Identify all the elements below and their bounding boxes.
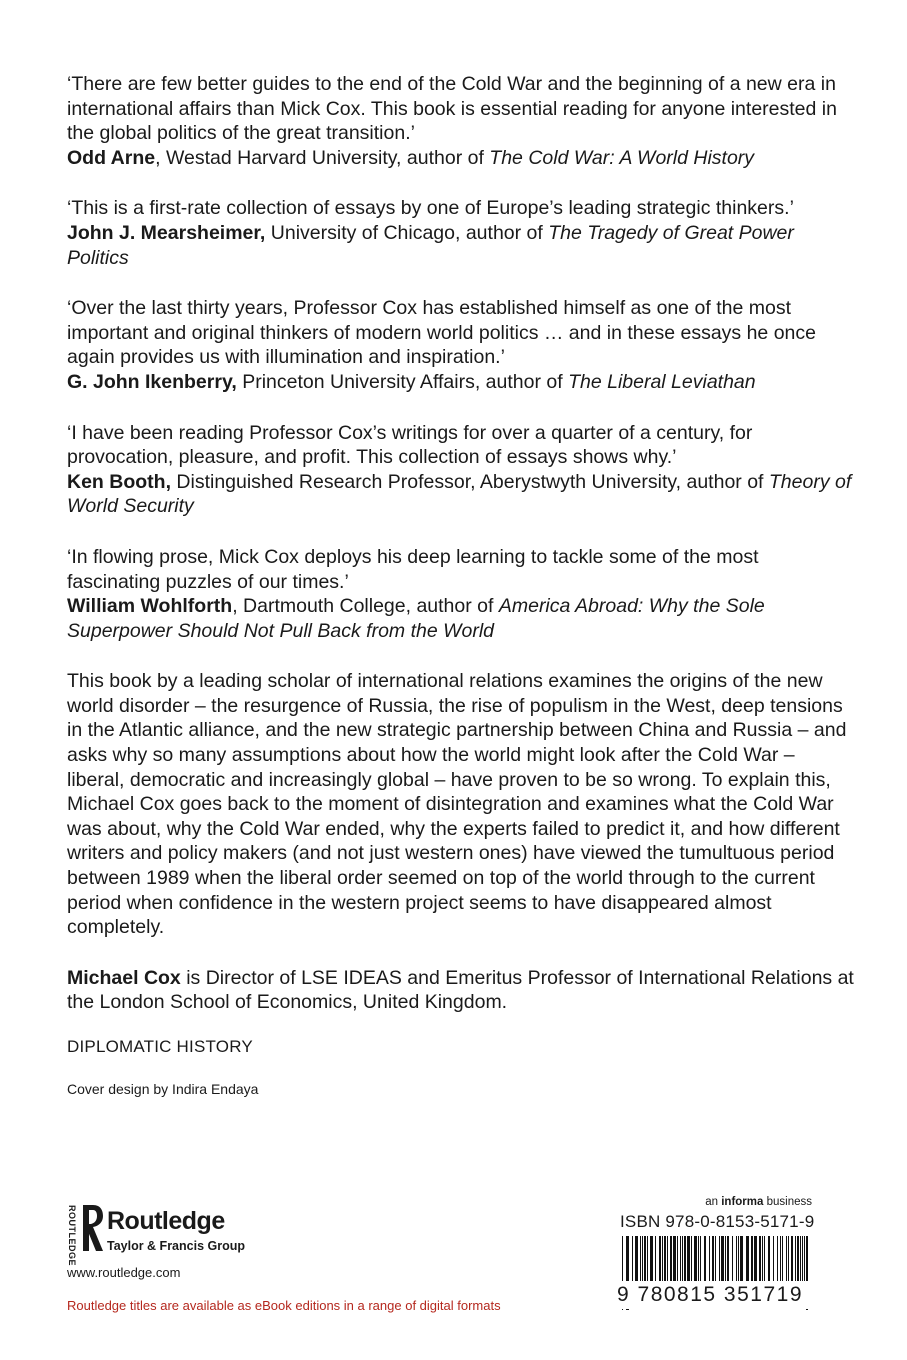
endorser-name: Ken Booth, [67,470,171,493]
endorser-work: America Abroad: Why the Sole Superpower Should Not Pull Back from the World [67,595,765,642]
endorsement-quote: ‘In flowing prose, Mick Cox deploys his deep learning to tackle some of the most fascinating puzzles of our times.’ [67,545,759,593]
endorser-name: John J. Mearsheimer, [67,221,266,244]
endorsement-1 [67,72,857,170]
endorsement-attribution [67,146,857,171]
publisher-group: Taylor & Francis Group [107,1239,245,1253]
endorser-work: The Tragedy of Great Power Politics [67,221,794,269]
routledge-r-icon [81,1203,105,1253]
endorsement-attribution [67,594,857,643]
book-description: This book by a leading scholar of international relations examines the origins of the new world disorder – the resurgence of Russia, the rise of populism in the West, deep tensions in the Atlantic alliance, and the new strategic partnership between China and Russia – and asks why so many assumptions about how the world might look after the Cold War – liberal, democratic and increasingly global – have proven to be so wrong. To explain this, Michael Cox goes back to the moment of disintegration and examines what the Cold War was about, why the Cold War ended, why the experts failed to predict it, and how different writers and policy makers (and not just western ones) have viewed the tumultuous period between 1989 when the liberal order seemed on top of the world through to the current period when confidence in the western project seems to have disappeared almost completely. [67,670,847,939]
endorsement-5 [67,545,857,643]
endorser-affiliation: , Westad Harvard University, author of [155,146,490,169]
routledge-logo [67,1203,327,1267]
ebook-note: Routledge titles are available as eBook editions in a range of digital formats [67,1298,501,1313]
endorser-affiliation: Princeton University Affairs, author of [236,370,569,393]
endorsement-3 [67,296,857,394]
cover-credit: Cover design by Indira Endaya [67,1081,259,1097]
subject-category: DIPLOMATIC HISTORY [67,1037,253,1056]
endorsement-attribution [67,370,857,395]
endorsement-4 [67,421,857,519]
endorsement-2 [67,196,857,270]
back-cover-text [67,72,857,1097]
endorser-work: The Liberal Leviathan [568,370,756,393]
publisher-name: Routledge [107,1207,225,1235]
author-name: Michael Cox [67,966,181,989]
endorsement-attribution [67,470,857,519]
endorser-name: William Wohlforth [67,595,233,618]
endorser-work: The Cold War: A World History [489,146,755,169]
logo-side-text: ROUTLEDGE [67,1205,77,1267]
endorser-affiliation: Distinguished Research Professor, Aberystwyth University, author of [170,470,769,493]
endorser-name: G. John Ikenberry, [67,370,237,393]
endorser-affiliation: University of Chicago, author of [265,221,549,244]
endorsement-quote: ‘Over the last thirty years, Professor Cox has established himself as one of the most important and original thinkers of modern world politics … and in these essays he once again provides us with illumination and inspiration.’ [67,297,816,369]
endorsement-attribution [67,221,857,270]
informa-business-tag: an informa business [705,1196,812,1208]
publisher-website[interactable]: www.routledge.com [67,1265,181,1280]
barcode-digits: 9 780815 351719 [617,1281,817,1309]
author-bio [67,966,857,1015]
endorsement-quote: ‘There are few better guides to the end of the Cold War and the beginning of a new era in international affairs than Mick Cox. This book is essential reading for anyone interested in the global politics of the great transition.’ [67,73,837,145]
endorser-work: Theory of World Security [67,470,852,518]
endorsement-quote: ‘This is a first-rate collection of essays by one of Europe’s leading strategic thinkers.’ [67,197,794,220]
endorser-affiliation: , Dartmouth College, author of [232,595,499,618]
author-bio-text: is Director of LSE IDEAS and Emeritus Professor of International Relations at the London School of Economics, United Kingdom. [67,966,854,1014]
isbn-label: ISBN 978-0-8153-5171-9 [620,1212,815,1231]
endorser-name: Odd Arne [67,146,156,169]
endorsement-quote: ‘I have been reading Professor Cox’s writings for over a quarter of a century, for provocation, pleasure, and profit. This collection of essays shows why.’ [67,421,753,469]
